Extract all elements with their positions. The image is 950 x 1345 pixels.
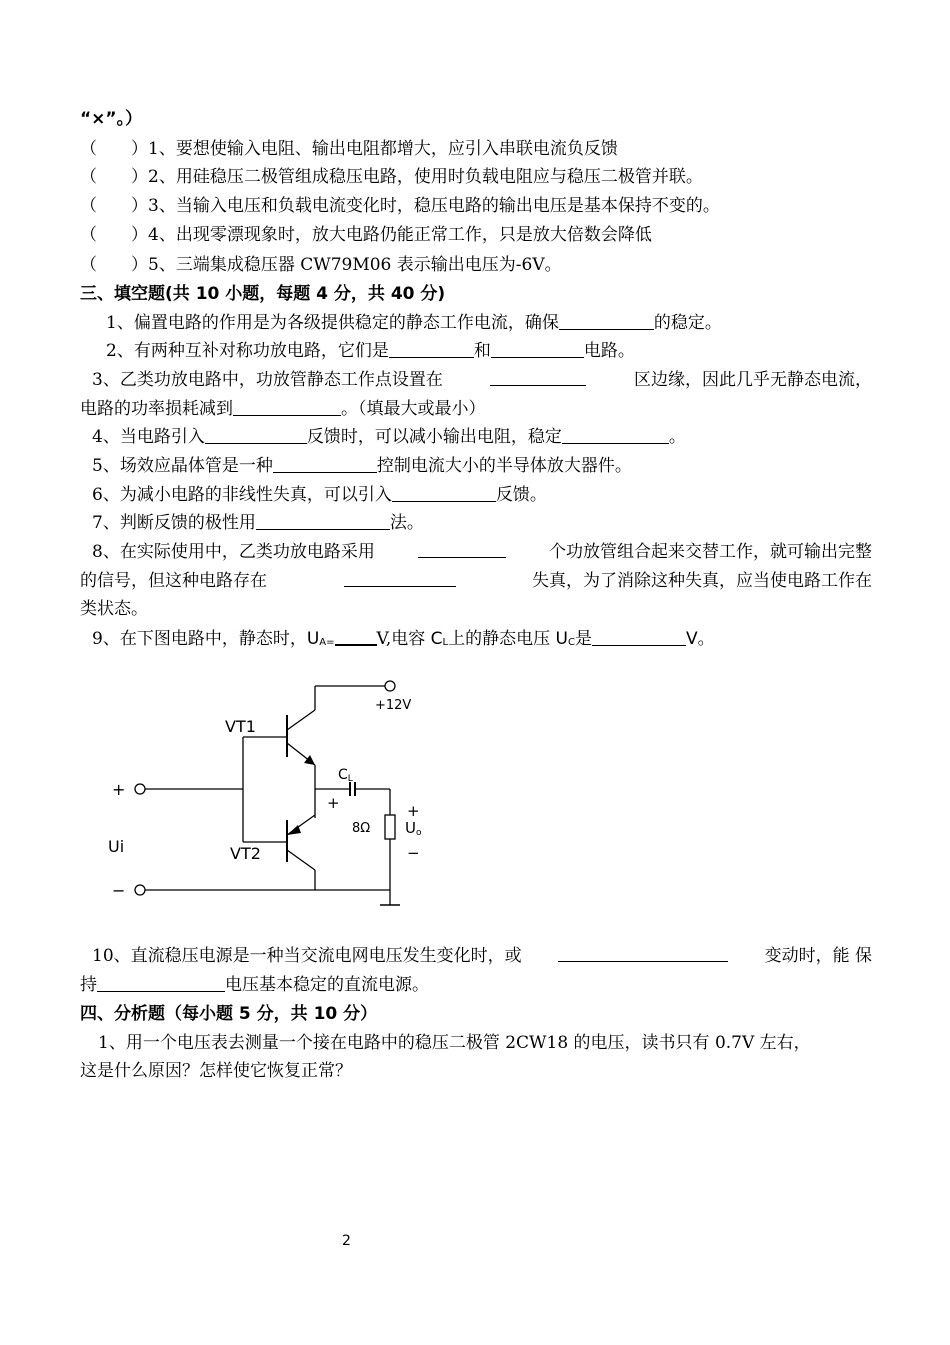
q9-blank-1[interactable] xyxy=(335,628,377,646)
q2-text-a: 2、有两种互补对称功放电路，它们是 xyxy=(106,341,389,361)
q9-blank-2[interactable] xyxy=(592,629,686,646)
q2-blank-2[interactable] xyxy=(491,341,584,358)
ui-label: Ui xyxy=(108,837,125,856)
answer-paren: （ ） xyxy=(80,255,148,275)
q4-text-c: 。 xyxy=(668,427,686,447)
q1-text-a: 1、偏置电路的作用是为各级提供稳定的静态工作电流，确保 xyxy=(106,313,559,333)
q6-text-a: 6、为减小电路的非线性失真，可以引入 xyxy=(92,485,392,505)
fill-q4 xyxy=(92,426,686,448)
answer-paren: （ ） xyxy=(80,225,148,245)
q4-blank-1[interactable] xyxy=(205,427,307,444)
tf-text: 4、出现零漂现象时，放大电路仍能正常工作，只是放大倍数会降低 xyxy=(148,225,652,245)
q7-text-b: 法。 xyxy=(389,513,424,533)
q8-text-c1: 的信号，但这种电路存在 xyxy=(80,571,267,591)
q6-text-b: 反馈。 xyxy=(495,485,547,505)
q10-blank-2[interactable] xyxy=(97,975,225,992)
q5-blank[interactable] xyxy=(273,456,377,473)
q8-text-c2: 失真，为了消除这种失真，应当使电路工作在 xyxy=(532,571,872,591)
uo-label: Uo xyxy=(405,819,422,838)
fill-q3-line2 xyxy=(80,398,486,420)
q8-blank-1[interactable] xyxy=(418,541,506,558)
q1-text-b: 的稳定。 xyxy=(653,313,722,333)
q1-blank[interactable] xyxy=(559,313,654,330)
tf-item-2 xyxy=(80,166,703,188)
q3-text-b: 区边缘，因此几乎无静态电流， xyxy=(633,370,872,390)
answer-paren: （ ） xyxy=(80,167,148,187)
capacitor-label: CL xyxy=(338,767,353,784)
answer-paren: （ ） xyxy=(80,196,148,216)
tf-item-1 xyxy=(80,138,618,160)
tf-item-3 xyxy=(80,195,720,217)
input-plus: + xyxy=(112,780,126,799)
resistor-label: 8Ω xyxy=(352,821,371,836)
answer-paren: （ ） xyxy=(80,139,148,159)
q2-text-b: 和 xyxy=(473,341,491,361)
fill-q8-line1 xyxy=(92,541,872,563)
fill-q3-line1 xyxy=(92,369,872,391)
q10-text-b: 变动时，能 保 xyxy=(764,946,872,966)
q4-text-b: 反馈时，可以减小输出电阻，稳定 xyxy=(306,427,562,447)
fill-q7 xyxy=(92,512,424,534)
vcc-terminal xyxy=(385,681,395,691)
q8-blank-2[interactable] xyxy=(344,570,456,587)
q9-text-d: 是 xyxy=(574,629,592,649)
input-terminal-bottom xyxy=(135,885,145,895)
fill-q10-line2 xyxy=(80,974,429,996)
tf-item-4 xyxy=(80,224,652,246)
section-3-title: 三、填空题(共 10 小题，每题 4 分，共 40 分) xyxy=(80,284,446,304)
tf-text: 1、要想使输入电阻、输出电阻都增大，应引入串联电流负反馈 xyxy=(148,139,618,159)
q8-text-a: 8、在实际使用中，乙类功放电路采用 xyxy=(92,542,375,562)
tf-text: 5、三端集成稳压器 CW79M06 表示输出电压为-6V。 xyxy=(148,255,562,275)
fill-q6 xyxy=(92,484,547,506)
fill-q8-line2 xyxy=(80,570,872,592)
fill-q9 xyxy=(92,628,715,654)
q6-blank[interactable] xyxy=(392,485,496,502)
q9-text-c: 上的静态电压 xyxy=(448,629,556,649)
analysis-q1-line1 xyxy=(98,1032,872,1054)
q9-text-a: 9、在下图电路中，静态时， xyxy=(92,629,307,649)
analysis-q1-line2: 这是什么原因？怎样使它恢复正常？ xyxy=(80,1061,352,1081)
capacitor-plus: + xyxy=(327,794,340,812)
q9-ua-sub: A= xyxy=(319,637,335,648)
section-4-title: 四、分析题（每小题 5 分，共 10 分） xyxy=(80,1004,378,1024)
vt1-label: VT1 xyxy=(225,717,256,736)
q5-text-a: 5、场效应晶体管是一种 xyxy=(92,456,273,476)
output-plus: + xyxy=(407,802,420,820)
q2-text-c: 电路。 xyxy=(583,341,635,361)
fill-q2 xyxy=(106,340,635,362)
tf-text: 3、当输入电压和负载电流变化时，稳压电路的输出电压是基本保持不变的。 xyxy=(148,196,720,216)
q9-text-e: V。 xyxy=(685,629,715,649)
q9-uc-sub: C xyxy=(567,637,575,648)
load-resistor xyxy=(385,815,395,839)
q10-text-d: 电压基本稳定的直流电源。 xyxy=(225,975,429,995)
vt2-label: VT2 xyxy=(230,844,261,863)
tf-item-5 xyxy=(80,254,562,276)
q7-blank[interactable] xyxy=(256,513,390,530)
fill-q8-line3 xyxy=(80,598,148,620)
intro-tail: “×”。） xyxy=(80,109,143,129)
q3-blank-1[interactable] xyxy=(490,369,586,386)
input-terminal-top xyxy=(135,784,145,794)
q10-text-a: 10、直流稳压电源是一种当交流电网电压发生变化时，或 xyxy=(92,946,522,966)
q9-cl-sub: L xyxy=(442,637,449,648)
q2-blank-1[interactable] xyxy=(389,341,474,358)
output-minus: − xyxy=(407,844,420,862)
page-number: 2 xyxy=(342,1233,351,1249)
q8-text-d: 类状态。 xyxy=(80,599,148,619)
fill-q5 xyxy=(92,455,632,477)
q3-blank-2[interactable] xyxy=(233,399,341,416)
analysis-q1-text-a: 1、用一个电压表去测量一个接在电路中的稳压二极管 2CW18 的电压，读书只有 0.7V 左右， xyxy=(98,1033,811,1053)
fill-q10-line1 xyxy=(92,945,872,967)
q9-text-b: V,电容 xyxy=(376,629,431,649)
q3-text-c: 电路的功率损耗减到 xyxy=(80,399,233,419)
q4-blank-2[interactable] xyxy=(562,427,669,444)
push-pull-circuit-diagram xyxy=(100,675,440,915)
q9-cl: C xyxy=(430,629,443,649)
q9-uc: U xyxy=(555,629,568,649)
q3-text-d: 。（填最大或最小） xyxy=(341,399,486,419)
tf-text: 2、用硅稳压二极管组成稳压电路，使用时负载电阻应与稳压二极管并联。 xyxy=(148,167,703,187)
q10-blank-1[interactable] xyxy=(558,945,728,962)
q3-text-a: 3、乙类功放电路中，功放管静态工作点设置在 xyxy=(92,370,443,390)
fill-q1 xyxy=(106,312,722,334)
vt1-emitter-arrow xyxy=(304,755,315,765)
q9-ua: U xyxy=(306,629,320,649)
input-minus: − xyxy=(112,881,126,900)
vcc-label: +12V xyxy=(375,698,412,713)
q7-text-a: 7、判断反馈的极性用 xyxy=(92,513,256,533)
q10-text-c: 持 xyxy=(80,975,97,995)
q5-text-b: 控制电流大小的半导体放大器件。 xyxy=(376,456,632,476)
q8-text-b: 个功放管组合起来交替工作，就可输出完整 xyxy=(548,542,872,562)
q4-text-a: 4、当电路引入 xyxy=(92,427,205,447)
